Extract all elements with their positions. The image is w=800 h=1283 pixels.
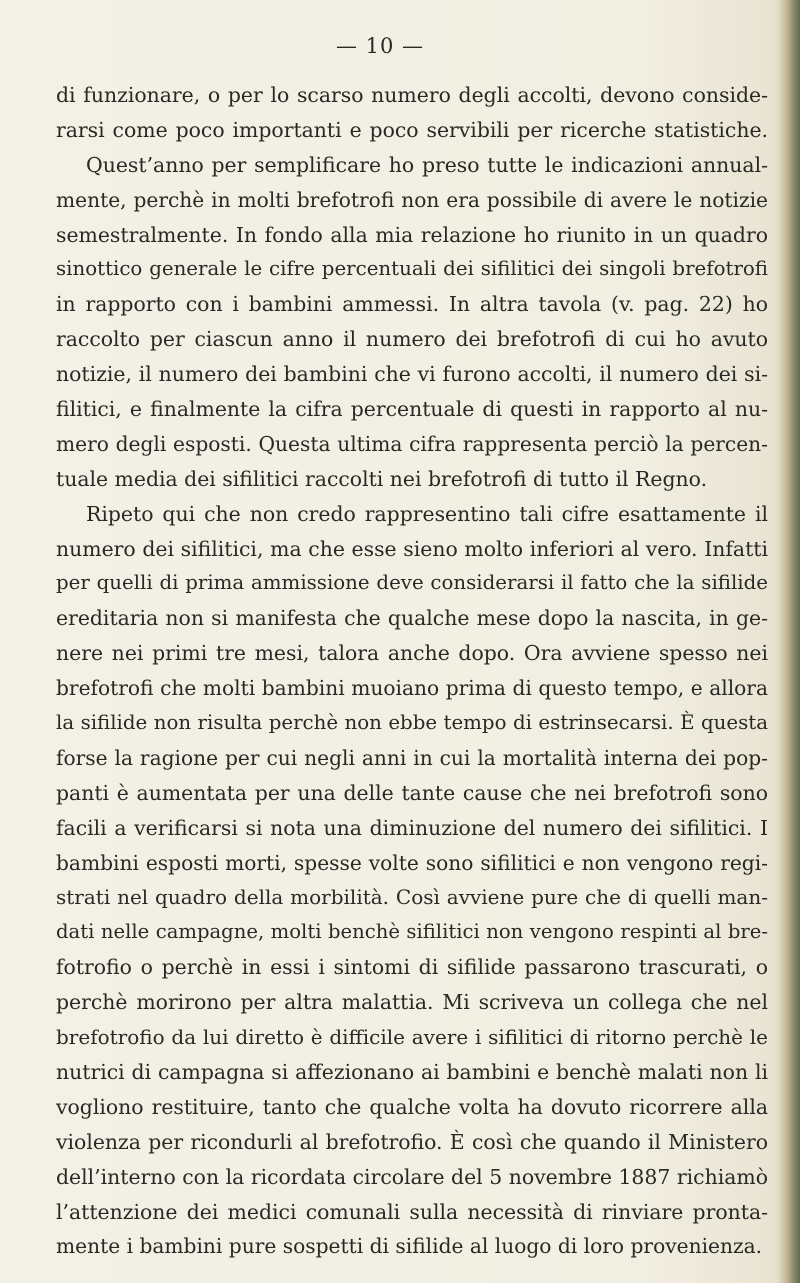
text-line: dell’interno con la ricordata circolare del 5 novembre 1887 richiamò: [56, 1164, 768, 1189]
text-line: fotrofio o perchè in essi i sintomi di sifilide passarono trascurati, o: [56, 955, 768, 980]
text-line: facili a verificarsi si nota una diminuzione del numero dei sifilitici. I: [56, 815, 768, 840]
text-line: perchè morirono per altra malattia. Mi scriveva un collega che nel: [56, 990, 768, 1015]
text-line: tuale media dei sifilitici raccolti nei brefotrofi di tutto il Regno.: [56, 466, 708, 491]
text-line: vogliono restituire, tanto che qualche volta ha dovuto ricorrere alla: [56, 1094, 768, 1119]
page-edge: [778, 0, 800, 1283]
text-line: Quest’anno per semplificare ho preso tutte le indicazioni annual-: [86, 152, 768, 177]
text-line: mero degli esposti. Questa ultima cifra rappresenta perciò la percen-: [56, 431, 768, 456]
text-line: nutrici di campagna si affezionano ai bambini e benchè malati non li: [56, 1059, 768, 1084]
text-line: numero dei sifilitici, ma che esse sieno molto inferiori al vero. Infatti: [56, 536, 768, 561]
text-line: brefotrofi che molti bambini muoiano prima di questo tempo, e allora: [56, 676, 768, 701]
text-line: di funzionare, o per lo scarso numero degli accolti, devono conside-: [56, 83, 768, 107]
text-line: l’attenzione dei medici comunali sulla necessità di rinviare pronta-: [56, 1199, 768, 1224]
text-line: dati nelle campagne, molti benchè sifilitici non vengono respinti al bre-: [56, 920, 768, 944]
text-line: brefotrofio da lui diretto è difficile avere i sifilitici di ritorno perchè le: [56, 1025, 768, 1050]
text-line: violenza per ricondurli al brefotrofio. È così che quando il Ministero: [56, 1129, 768, 1154]
text-line: sinottico generale le cifre percentuali dei sifilitici dei singoli brefotrofi: [56, 257, 768, 281]
text-line: bambini esposti morti, spesse volte sono sifilitici e non vengono regi-: [56, 850, 768, 875]
text-line: panti è aumentata per una delle tante cause che nei brefotrofi sono: [56, 780, 768, 805]
text-line: forse la ragione per cui negli anni in cui la mortalità interna dei pop-: [56, 745, 768, 770]
text-line: mente i bambini pure sospetti di sifilide al luogo di loro provenienza.: [56, 1234, 763, 1259]
text-line: raccolto per ciascun anno il numero dei brefotrofi di cui ho avuto: [56, 327, 768, 352]
text-line: semestralmente. In fondo alla mia relazione ho riunito in un quadro: [56, 222, 768, 247]
text-line: per quelli di prima ammissione deve considerarsi il fatto che la sifilide: [56, 571, 768, 595]
text-line: notizie, il numero dei bambini che vi furono accolti, il numero dei si-: [56, 362, 768, 387]
text-line: filitici, e finalmente la cifra percentuale di questi in rapporto al nu-: [56, 397, 768, 422]
text-line: rarsi come poco importanti e poco servibili per ricerche statistiche.: [56, 117, 768, 142]
text-line: la sifilide non risulta perchè non ebbe tempo di estrinsecarsi. È questa: [56, 711, 768, 735]
text-line: Ripeto qui che non credo rappresentino tali cifre esattamente il: [86, 501, 768, 526]
text-line: ereditaria non si manifesta che qualche mese dopo la nascita, in ge-: [56, 606, 768, 631]
text-line: in rapporto con i bambini ammessi. In altra tavola (v. pag. 22) ho: [56, 292, 768, 317]
text-line: nere nei primi tre mesi, talora anche dopo. Ora avviene spesso nei: [56, 641, 768, 666]
page-number: — 10 —: [335, 34, 425, 58]
text-line: mente, perchè in molti brefotrofi non era possibile di avere le notizie: [56, 187, 768, 212]
text-line: strati nel quadro della morbilità. Così avviene pure che di quelli man-: [56, 885, 768, 910]
body-text: [56, 78, 768, 1264]
